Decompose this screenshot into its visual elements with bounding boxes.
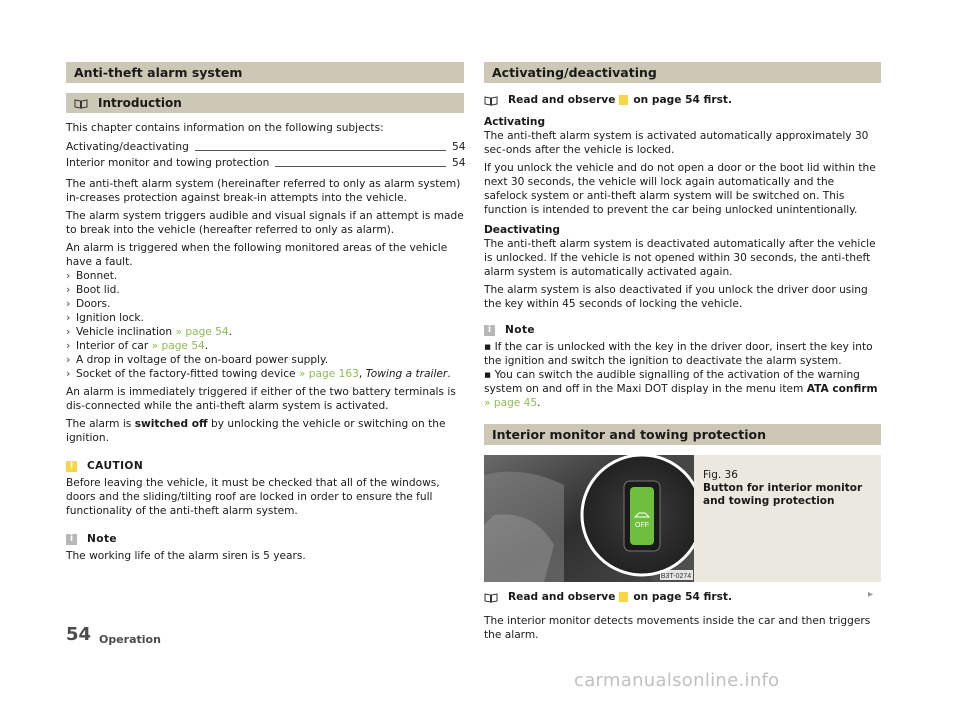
note-item: ▪ You can switch the audible signalling of the activation of the warning system on and off in the Maxi DOT display in the menu item ATA confirm » page 45.	[484, 369, 878, 409]
paragraph: If you unlock the vehicle and do not open a door or the boot lid within the next 30 seconds, the vehicle will lock again automatically and the safelock system or anti-theft alarm system will be switched on. This function is intended to prevent the car being unlocked unintentionally.	[484, 162, 876, 216]
note-header: i Note	[484, 323, 881, 337]
intro-header	[66, 93, 464, 113]
paragraph: An alarm is triggered when the following monitored areas of the vehicle have a fault.	[66, 242, 448, 268]
toc-page: 54	[452, 141, 466, 153]
note-text: The working life of the alarm siren is 5 years.	[66, 550, 306, 562]
note-item: ▪ If the car is unlocked with the key in the driver door, insert the key into the ignition and switch the ignition to deactivate the alarm system.	[484, 341, 873, 367]
caution-icon: !	[66, 461, 77, 472]
caution-text: Before leaving the vehicle, it must be checked that all of the windows, doors and the sliding/tilting roof are locked in order to ensure the full functionality of the anti-theft alarm system.	[66, 477, 440, 517]
toc-item[interactable]	[66, 139, 464, 155]
paragraph: The anti-theft alarm system (hereinafter referred to only as alarm system) in-creases protection against break-in attempts into the vehicle.	[66, 178, 461, 204]
figure-button-off: OFF	[635, 522, 649, 529]
chevron-right-icon: ›	[66, 354, 71, 366]
list-item: › Bonnet.	[66, 270, 118, 282]
info-icon: i	[66, 534, 77, 545]
left-column	[66, 62, 464, 567]
page-link[interactable]: » page 54	[151, 340, 205, 352]
list-item: › Interior of car » page 54.	[66, 340, 209, 352]
figure-number: Fig. 36	[703, 469, 738, 481]
section-title-interior: Interior monitor and towing protection	[484, 424, 881, 445]
book-icon	[484, 96, 498, 105]
figure-title: Button for interior monitor and towing protection	[703, 482, 863, 507]
chevron-right-icon: ›	[66, 270, 71, 282]
footer-section-label: Operation	[99, 633, 161, 646]
intro-title: Introduction	[98, 96, 182, 110]
read-observe: Read and observe on page 54 first.	[484, 93, 881, 107]
toc-label: Activating/deactivating	[66, 141, 189, 153]
list-item: › Doors.	[66, 298, 111, 310]
list-item: › Socket of the factory-fitted towing device » page 163, Towing a trailer.	[66, 368, 451, 380]
page-number: 54	[66, 624, 92, 645]
toc-leader	[275, 159, 446, 167]
list-item: › A drop in voltage of the on-board power supply.	[66, 354, 329, 366]
chevron-right-icon: ›	[66, 298, 71, 310]
toc-label: Interior monitor and towing protection	[66, 157, 270, 169]
book-icon	[484, 593, 498, 602]
chevron-right-icon: ›	[66, 312, 71, 324]
continue-arrow-icon: ▸	[868, 589, 874, 600]
paragraph: The alarm is switched off by unlocking the vehicle or switching on the ignition.	[66, 418, 446, 444]
figure-caption	[703, 469, 881, 508]
page-link[interactable]: » page 45	[484, 397, 538, 409]
list-item: › Boot lid.	[66, 284, 120, 296]
watermark: carmanualsonline.info	[574, 670, 780, 691]
page-link[interactable]: » page 54	[175, 326, 229, 338]
intro-text: This chapter contains information on the following subjects:	[66, 122, 384, 134]
toc-item[interactable]	[66, 155, 464, 171]
activating-heading: Activating	[484, 116, 546, 128]
right-column	[484, 62, 881, 646]
warning-icon	[619, 95, 628, 105]
list-item: › Ignition lock.	[66, 312, 144, 324]
list-item: › Vehicle inclination » page 54.	[66, 326, 233, 338]
info-icon: i	[484, 325, 495, 336]
warning-icon	[619, 592, 628, 602]
deactivating-heading: Deactivating	[484, 224, 560, 236]
paragraph: The alarm system is also deactivated if you unlock the driver door using the key within 45 seconds of locking the vehicle.	[484, 284, 868, 310]
toc-leader	[195, 143, 446, 151]
figure-code: B3T-0274	[660, 573, 692, 580]
section-title-activating: Activating/deactivating	[484, 62, 881, 83]
chevron-right-icon: ›	[66, 368, 71, 380]
paragraph: The anti-theft alarm system is deactivated automatically after the vehicle is unlocked. If the vehicle is not opened within 30 seconds, the anti-theft alarm system is automatically activated again.	[484, 238, 876, 278]
chevron-right-icon: ›	[66, 326, 71, 338]
figure	[484, 455, 881, 582]
chevron-right-icon: ›	[66, 340, 71, 352]
paragraph: An alarm is immediately triggered if either of the two battery terminals is dis-connected while the anti-theft alarm system is activated.	[66, 386, 456, 412]
figure-photo	[484, 455, 694, 582]
book-icon	[74, 99, 88, 108]
caution-header: ! CAUTION	[66, 459, 464, 473]
chevron-right-icon: ›	[66, 284, 71, 296]
toc-page: 54	[452, 157, 466, 169]
read-observe: Read and observe on page 54 first.	[484, 590, 881, 604]
paragraph: The anti-theft alarm system is activated automatically approximately 30 sec-onds after the vehicle is locked.	[484, 130, 869, 156]
paragraph: The alarm system triggers audible and visual signals if an attempt is made to break into the vehicle (hereafter referred to only as alarm).	[66, 210, 464, 236]
page-link[interactable]: » page 163	[298, 368, 359, 380]
section-title-anti-theft: Anti-theft alarm system	[66, 62, 464, 83]
note-header: i Note	[66, 532, 464, 546]
paragraph: The interior monitor detects movements inside the car and then triggers the alarm.	[484, 615, 871, 641]
